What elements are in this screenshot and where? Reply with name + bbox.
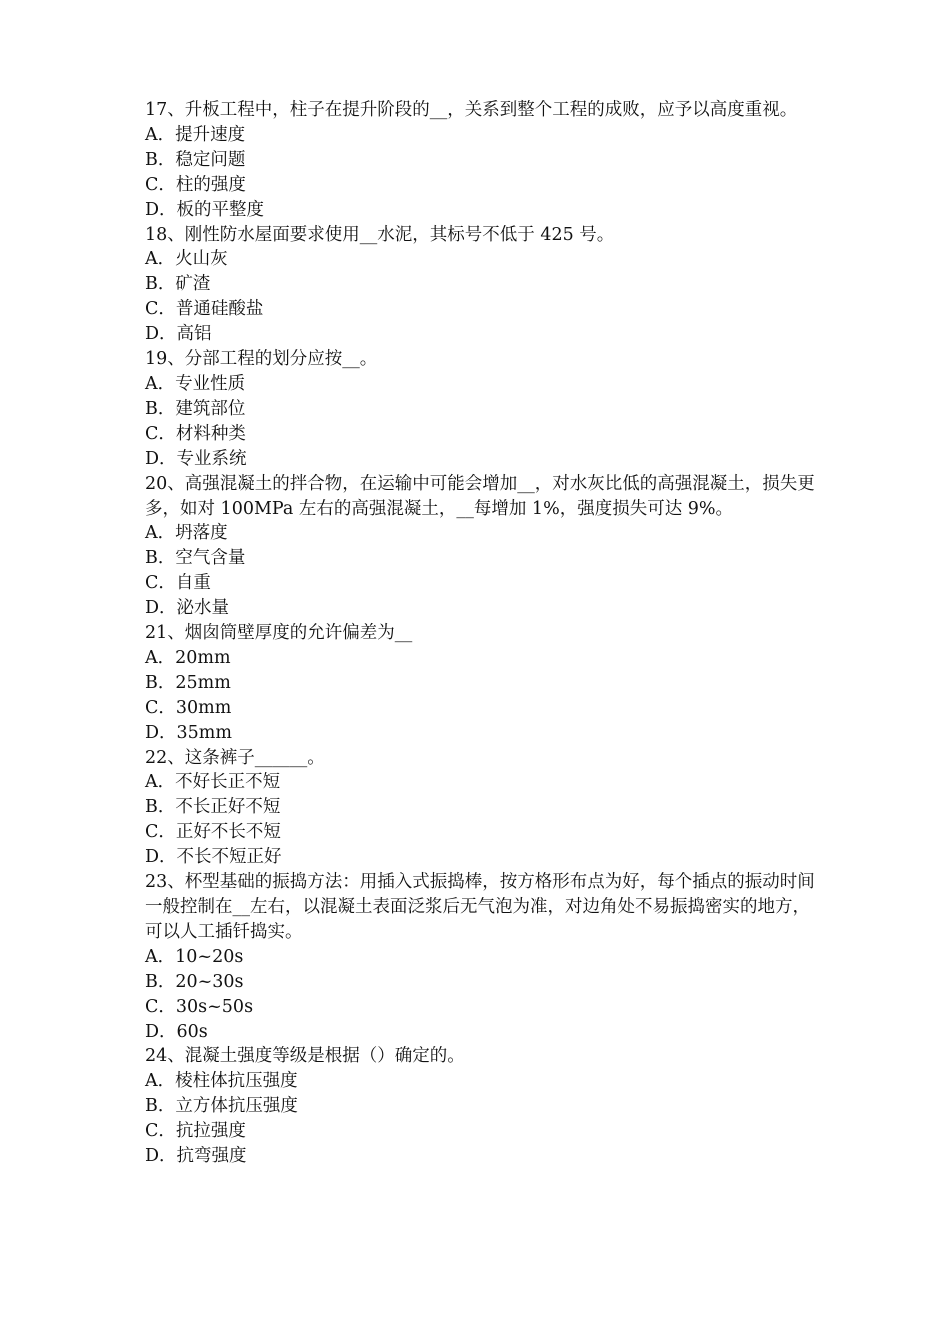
option-b: B．稳定问题	[145, 149, 246, 170]
question-stem: 21、烟囱筒壁厚度的允许偏差为__	[145, 623, 413, 644]
option-d: D．板的平整度	[145, 199, 265, 220]
question-20	[145, 472, 817, 621]
option-d: D．泌水量	[145, 598, 230, 619]
option-a: A．坍落度	[145, 523, 228, 544]
option-b: B．空气含量	[145, 548, 246, 569]
option-d: D．35mm	[145, 722, 232, 743]
question-22	[145, 746, 817, 871]
option-b: B．立方体抗压强度	[145, 1096, 298, 1117]
option-a: A．不好长正不短	[145, 772, 281, 793]
option-a: A．火山灰	[145, 249, 228, 270]
option-d: D．抗弯强度	[145, 1146, 247, 1167]
question-stem: 18、刚性防水屋面要求使用__水泥，其标号不低于 425 号。	[145, 224, 615, 245]
question-stem: 22、这条裤子______。	[145, 747, 325, 768]
option-d: D．专业系统	[145, 448, 247, 469]
option-a: A．10~20s	[145, 946, 244, 967]
question-stem: 19、分部工程的划分应按__。	[145, 349, 378, 370]
document-page	[145, 98, 817, 1169]
question-stem: 23、杯型基础的振捣方法：用插入式振捣棒，按方格形布点为好，每个插点的振动时间一般控制在__左右，以混凝土表面泛浆后无气泡为准，对边角处不易振捣密实的地方，可以人工插钎捣实。	[145, 872, 815, 942]
option-c: C．正好不长不短	[145, 822, 281, 843]
option-a: A．提升速度	[145, 124, 246, 145]
question-stem: 24、混凝土强度等级是根据（）确定的。	[145, 1046, 465, 1067]
option-a: A．棱柱体抗压强度	[145, 1071, 298, 1092]
option-c: C．柱的强度	[145, 174, 246, 195]
question-stem: 20、高强混凝土的拌合物，在运输中可能会增加__，对水灰比低的高强混凝土，损失更多，如对 100MPa 左右的高强混凝土，__每增加 1%，强度损失可达 9%。	[145, 473, 815, 519]
question-18	[145, 223, 817, 348]
option-c: C．30s~50s	[145, 996, 254, 1017]
option-b: B．20~30s	[145, 971, 244, 992]
option-a: A．专业性质	[145, 373, 246, 394]
option-c: C．材料种类	[145, 423, 246, 444]
option-b: B．矿渣	[145, 274, 211, 295]
option-c: C．自重	[145, 573, 211, 594]
option-d: D．高铝	[145, 324, 212, 345]
question-17	[145, 98, 817, 223]
question-23	[145, 870, 817, 1044]
question-19	[145, 347, 817, 472]
option-c: C．普通硅酸盐	[145, 299, 264, 320]
option-b: B．建筑部位	[145, 398, 246, 419]
question-21	[145, 621, 817, 746]
option-d: D．不长不短正好	[145, 847, 282, 868]
option-a: A．20mm	[145, 647, 231, 668]
option-c: C．30mm	[145, 697, 232, 718]
option-c: C．抗拉强度	[145, 1121, 246, 1142]
option-d: D．60s	[145, 1021, 208, 1042]
option-b: B．25mm	[145, 672, 231, 693]
option-b: B．不长正好不短	[145, 797, 281, 818]
question-24	[145, 1044, 817, 1169]
question-stem: 17、升板工程中，柱子在提升阶段的__，关系到整个工程的成败，应予以高度重视。	[145, 100, 798, 120]
